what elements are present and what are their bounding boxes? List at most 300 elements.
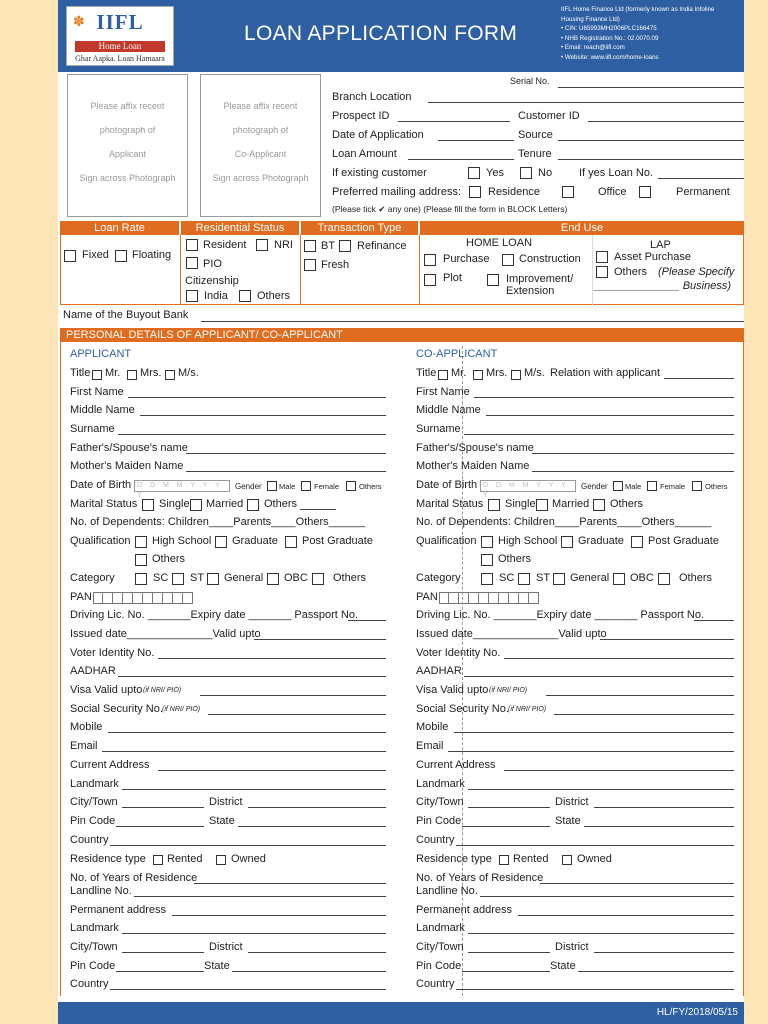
source-label: Source <box>518 129 553 141</box>
co-permanent-address-field[interactable] <box>518 915 734 916</box>
iifl-logo <box>66 6 174 66</box>
mailing-office-checkbox[interactable] <box>562 186 574 198</box>
plot-label: Plot <box>443 272 462 284</box>
middle-name-field[interactable] <box>140 415 386 416</box>
co-driving-label: Driving Lic. No. _______Expiry date _______ Passport No. <box>416 609 705 621</box>
co-middle-name-field[interactable] <box>486 415 734 416</box>
co-country2-label: Country <box>416 978 455 990</box>
co-valid-upto-field[interactable] <box>600 639 734 640</box>
current-address-label: Current Address <box>70 759 150 771</box>
co-current-address-label: Current Address <box>416 759 496 771</box>
pin-label: Pin Code <box>70 815 116 827</box>
ssn-label: Social Security No. <box>70 703 163 715</box>
co-graduate-label: Graduate <box>578 535 624 547</box>
nri-label: NRI <box>274 239 293 251</box>
lap-others-label: Others <box>614 266 648 278</box>
resident-checkbox[interactable] <box>186 239 198 251</box>
info-line: • CIN: U65993MH2006PLC166475 <box>561 25 657 32</box>
co-state-field[interactable] <box>584 826 734 827</box>
co-landline-field[interactable] <box>480 896 734 897</box>
footer-bar <box>58 1002 744 1024</box>
city-field[interactable] <box>122 807 204 808</box>
co-email-label: Email <box>416 740 444 752</box>
landmark-field[interactable] <box>122 789 386 790</box>
loan-amount-field[interactable] <box>408 159 514 160</box>
info-line: • Website: www.iifl.com/home-loans <box>561 53 659 61</box>
co-marital-others-label: Others <box>610 498 644 510</box>
co-pin-label: Pin Code <box>416 815 462 827</box>
fresh-checkbox[interactable] <box>304 259 316 271</box>
co-country-field[interactable] <box>456 845 734 846</box>
marital-others-checkbox[interactable] <box>247 499 259 511</box>
loan-rate-header: Loan Rate <box>60 221 179 235</box>
tenure-label: Tenure <box>518 148 552 160</box>
passport-field[interactable] <box>348 620 386 621</box>
co-male-checkbox[interactable] <box>613 481 623 491</box>
district-field[interactable] <box>248 807 386 808</box>
co-rented-label: Rented <box>513 853 549 865</box>
co-landmark2-label: Landmark <box>416 922 465 934</box>
voter-field[interactable] <box>158 658 386 659</box>
co-surname-label: Surname <box>416 423 461 435</box>
driving-label: Driving Lic. No. _______Expiry date _______ Passport No. <box>70 609 359 621</box>
co-pan-boxes[interactable] <box>439 592 539 604</box>
existing-yes-checkbox[interactable] <box>468 167 480 179</box>
co-female-label: Female <box>660 482 686 491</box>
tick-note: (Please tick ✔ any one) (Please fill the form in BLOCK Letters) <box>332 204 568 214</box>
co-pin2-label: Pin Code <box>416 960 462 972</box>
form-title: LOAN APPLICATION FORM <box>244 22 518 45</box>
co-dob-field[interactable]: D D M M Y Y Y Y <box>480 480 576 492</box>
co-landmark-label: Landmark <box>416 778 465 790</box>
end-use-header: End Use <box>420 221 744 235</box>
prospect-label: Prospect ID <box>332 110 390 122</box>
co-city-field[interactable] <box>468 807 550 808</box>
co-voter-field[interactable] <box>504 658 734 659</box>
country2-field[interactable] <box>110 989 386 990</box>
india-checkbox[interactable] <box>186 290 198 302</box>
existing-no-checkbox[interactable] <box>520 167 532 179</box>
india-label: India <box>204 290 228 302</box>
co-category-others-label: Others <box>679 572 713 584</box>
co-qualification-others-checkbox[interactable] <box>481 554 493 566</box>
serial-field[interactable] <box>558 87 744 88</box>
qualification-others-label: Others <box>152 553 186 565</box>
co-first-name-field[interactable] <box>474 397 734 398</box>
purchase-label: Purchase <box>443 253 490 265</box>
state2-label: State <box>204 960 230 972</box>
source-field[interactable] <box>558 140 744 141</box>
obc-label: OBC <box>284 572 308 584</box>
business-label: ______________ Business) <box>594 280 732 292</box>
dob-label: Date of Birth <box>70 479 132 491</box>
pio-checkbox[interactable] <box>186 257 198 269</box>
form-code: HL/FY/2018/05/15 <box>656 1007 738 1018</box>
table-border <box>743 235 744 305</box>
co-ssn-nri-note: (if NRI/ PIO) <box>508 706 547 713</box>
asset-purchase-checkbox[interactable] <box>596 251 608 263</box>
co-aadhar-field[interactable] <box>464 676 734 677</box>
co-pin-field[interactable] <box>462 826 550 827</box>
co-category-label: Category <box>416 572 461 584</box>
mobile-field[interactable] <box>108 732 386 733</box>
section-border <box>743 342 744 996</box>
branch-field[interactable] <box>428 102 744 103</box>
citizenship-others-checkbox[interactable] <box>239 290 251 302</box>
mailing-label: Preferred mailing address: <box>332 186 462 198</box>
co-permanent-address-label: Permanent address <box>416 904 512 916</box>
pan-boxes[interactable] <box>93 592 193 604</box>
co-district-label: District <box>555 796 589 808</box>
photo-text: Please affix recent <box>90 101 165 111</box>
co-country2-field[interactable] <box>456 989 734 990</box>
buyout-bank-field[interactable] <box>201 321 744 322</box>
aadhar-label: AADHAR <box>70 665 116 677</box>
date-application-label: Date of Application <box>332 129 424 141</box>
co-st-checkbox[interactable] <box>518 573 530 585</box>
co-gender-label: Gender <box>581 482 608 491</box>
co-obc-label: OBC <box>630 572 654 584</box>
co-country-label: Country <box>416 834 455 846</box>
co-years-label: No. of Years of Residence <box>416 872 544 884</box>
district2-label: District <box>209 941 243 953</box>
co-landmark-field[interactable] <box>468 789 734 790</box>
co-ssn-field[interactable] <box>554 714 734 715</box>
photo-text: Sign across Photograph <box>79 173 176 183</box>
customer-id-field[interactable] <box>588 121 744 122</box>
marital-label: Marital Status <box>70 498 138 510</box>
co-mr-checkbox[interactable] <box>438 370 448 380</box>
co-post-graduate-label: Post Graduate <box>648 535 719 547</box>
qualification-others-checkbox[interactable] <box>135 554 147 566</box>
mrs-checkbox[interactable] <box>127 370 137 380</box>
co-visa-field[interactable] <box>546 695 734 696</box>
visa-field[interactable] <box>200 695 386 696</box>
co-married-checkbox[interactable] <box>536 499 548 511</box>
surname-field[interactable] <box>118 434 386 435</box>
plot-checkbox[interactable] <box>424 274 436 286</box>
post-graduate-label: Post Graduate <box>302 535 373 547</box>
photo-text: Sign across Photograph <box>212 173 309 183</box>
co-passport-field[interactable] <box>694 620 734 621</box>
title-label: Title <box>70 367 91 379</box>
tenure-field[interactable] <box>558 159 744 160</box>
pan-label: PAN <box>70 591 92 603</box>
qualification-label: Qualification <box>70 535 131 547</box>
male-checkbox[interactable] <box>267 481 277 491</box>
country2-label: Country <box>70 978 109 990</box>
co-mrs-checkbox[interactable] <box>473 370 483 380</box>
pin2-field[interactable] <box>116 971 204 972</box>
table-border <box>180 235 181 305</box>
co-mrs-label: Mrs. <box>486 367 508 379</box>
current-address-field[interactable] <box>158 770 386 771</box>
city-label: City/Town <box>70 796 118 808</box>
photo-text: Applicant <box>108 149 147 159</box>
relation-label: Relation with applicant <box>550 367 661 379</box>
co-state-label: State <box>555 815 581 827</box>
co-middle-name-label: Middle Name <box>416 404 481 416</box>
owned-label: Owned <box>231 853 266 865</box>
email-field[interactable] <box>102 751 386 752</box>
co-high-school-checkbox[interactable] <box>481 536 493 548</box>
prospect-field[interactable] <box>398 121 510 122</box>
city2-field[interactable] <box>122 952 204 953</box>
serial-label: Serial No. <box>510 76 550 86</box>
co-pan-label: PAN <box>416 591 438 603</box>
rented-checkbox[interactable] <box>153 855 163 865</box>
co-state2-field[interactable] <box>578 971 734 972</box>
obc-checkbox[interactable] <box>267 573 279 585</box>
co-district-field[interactable] <box>594 807 734 808</box>
general-label: General <box>224 572 264 584</box>
co-applicant-photo-box[interactable] <box>200 74 321 217</box>
landline-label: Landline No. <box>70 885 132 897</box>
co-graduate-checkbox[interactable] <box>561 536 573 548</box>
co-current-address-field[interactable] <box>504 770 734 771</box>
co-high-school-label: High School <box>498 535 558 547</box>
owned-checkbox[interactable] <box>216 855 226 865</box>
no-label: No <box>538 167 553 179</box>
years-field[interactable] <box>194 883 386 884</box>
gender-others-checkbox[interactable] <box>346 481 356 491</box>
co-surname-field[interactable] <box>464 434 734 435</box>
photo-text: Please affix recent <box>223 101 298 111</box>
sc-label: SC <box>153 572 169 584</box>
relation-field[interactable] <box>664 378 734 379</box>
date-application-field[interactable] <box>438 140 514 141</box>
male-label: Male <box>279 482 296 491</box>
co-general-label: General <box>570 572 610 584</box>
fixed-checkbox[interactable] <box>64 250 76 262</box>
co-marital-others-checkbox[interactable] <box>593 499 605 511</box>
state2-field[interactable] <box>232 971 386 972</box>
residence-type-label: Residence type <box>70 853 146 865</box>
co-father-name-label: Father's/Spouse's name <box>416 442 534 454</box>
landmark-label: Landmark <box>70 778 119 790</box>
brand-sub: Home Loan <box>75 41 165 52</box>
ms-label: M/s. <box>178 367 199 379</box>
co-title-label: Title <box>416 367 437 379</box>
extension-label: Extension <box>506 285 555 297</box>
bt-checkbox[interactable] <box>304 240 316 252</box>
middle-name-label: Middle Name <box>70 404 135 416</box>
co-mr-label: Mr. <box>451 367 467 379</box>
female-label: Female <box>314 482 340 491</box>
landline-field[interactable] <box>134 896 386 897</box>
co-category-others-checkbox[interactable] <box>658 573 670 585</box>
flower-icon: ✽ <box>73 13 85 29</box>
high-school-checkbox[interactable] <box>135 536 147 548</box>
co-general-checkbox[interactable] <box>553 573 565 585</box>
co-female-checkbox[interactable] <box>647 481 657 491</box>
section-border <box>60 342 61 996</box>
citizenship-label: Citizenship <box>185 275 239 287</box>
co-sc-label: SC <box>499 572 515 584</box>
lap-others-checkbox[interactable] <box>596 266 608 278</box>
graduate-label: Graduate <box>232 535 278 547</box>
co-gender-others-checkbox[interactable] <box>692 481 702 491</box>
co-rented-checkbox[interactable] <box>499 855 509 865</box>
marital-others-field[interactable] <box>300 509 336 510</box>
state-field[interactable] <box>238 826 386 827</box>
co-ssn-label: Social Security No. <box>416 703 509 715</box>
mailing-permanent-checkbox[interactable] <box>639 186 651 198</box>
gender-others-label: Others <box>359 482 382 491</box>
ms-checkbox[interactable] <box>165 370 175 380</box>
refinance-checkbox[interactable] <box>339 240 351 252</box>
co-obc-checkbox[interactable] <box>613 573 625 585</box>
post-graduate-checkbox[interactable] <box>285 536 297 548</box>
customer-id-label: Customer ID <box>518 110 580 122</box>
office-label: Office <box>598 186 627 198</box>
country-field[interactable] <box>110 845 386 846</box>
applicant-photo-box[interactable] <box>67 74 188 217</box>
nri-checkbox[interactable] <box>256 239 268 251</box>
divider <box>592 235 593 305</box>
co-single-label: Single <box>505 498 536 510</box>
construction-checkbox[interactable] <box>502 254 514 266</box>
co-dob-label: Date of Birth <box>416 479 478 491</box>
co-male-label: Male <box>625 482 642 491</box>
co-dependents-label: No. of Dependents: Children____Parents____Others______ <box>416 516 712 528</box>
existing-customer-label: If existing customer <box>332 167 427 179</box>
marital-others-label: Others <box>264 498 298 510</box>
mr-checkbox[interactable] <box>92 370 102 380</box>
category-others-checkbox[interactable] <box>312 573 324 585</box>
co-post-graduate-checkbox[interactable] <box>631 536 643 548</box>
residential-status-header: Residential Status <box>181 221 299 235</box>
table-border <box>60 235 61 305</box>
single-label: Single <box>159 498 190 510</box>
brand-name: IIFL <box>96 10 144 34</box>
loan-amount-label: Loan Amount <box>332 148 397 160</box>
st-label: ST <box>190 572 205 584</box>
landmark2-field[interactable] <box>122 933 386 934</box>
gender-label: Gender <box>235 482 262 491</box>
co-visa-nri-note: (if NRI/ PIO) <box>489 687 528 694</box>
graduate-checkbox[interactable] <box>215 536 227 548</box>
dependents-label: No. of Dependents: Children____Parents____Others______ <box>70 516 366 528</box>
married-checkbox[interactable] <box>190 499 202 511</box>
years-label: No. of Years of Residence <box>70 872 198 884</box>
co-applicant-heading: CO-APPLICANT <box>416 348 498 360</box>
dob-field[interactable]: D D M M Y Y Y Y <box>134 480 230 492</box>
issued-label: Issued date______________Valid upto <box>70 628 261 640</box>
info-line: • Email: reach@iifl.com <box>561 44 625 51</box>
country-label: Country <box>70 834 109 846</box>
co-ms-checkbox[interactable] <box>511 370 521 380</box>
co-mother-name-label: Mother's Maiden Name <box>416 460 530 472</box>
mother-name-label: Mother's Maiden Name <box>70 460 184 472</box>
email-label: Email <box>70 740 98 752</box>
loan-no-field[interactable] <box>658 178 744 179</box>
valid-upto-field[interactable] <box>254 639 386 640</box>
home-loan-label: HOME LOAN <box>466 237 533 249</box>
aadhar-field[interactable] <box>118 676 386 677</box>
applicant-heading: APPLICANT <box>70 348 132 360</box>
co-state2-label: State <box>550 960 576 972</box>
co-mobile-field[interactable] <box>454 732 734 733</box>
co-father-name-field[interactable] <box>532 453 734 454</box>
permanent-label: Permanent <box>676 186 730 198</box>
co-landmark2-field[interactable] <box>468 933 734 934</box>
co-married-label: Married <box>552 498 590 510</box>
pin-field[interactable] <box>116 826 204 827</box>
co-single-checkbox[interactable] <box>488 499 500 511</box>
improvement-checkbox[interactable] <box>487 274 499 286</box>
photo-text: Co-Applicant <box>234 149 287 159</box>
form-page <box>58 0 744 1024</box>
asset-purchase-label: Asset Purchase <box>614 251 692 263</box>
first-name-field[interactable] <box>128 397 386 398</box>
residence-label: Residence <box>488 186 540 198</box>
if-yes-loan-label: If yes Loan No. <box>579 167 653 179</box>
co-gender-others-label: Others <box>705 482 728 491</box>
mrs-label: Mrs. <box>140 367 162 379</box>
co-voter-label: Voter Identity No. <box>416 647 501 659</box>
co-email-field[interactable] <box>448 751 734 752</box>
buyout-bank-label: Name of the Buyout Bank <box>63 309 189 321</box>
resident-label: Resident <box>203 239 247 251</box>
sc-checkbox[interactable] <box>135 573 147 585</box>
mobile-label: Mobile <box>70 721 103 733</box>
ssn-nri-note: (if NRI/ PIO) <box>162 706 201 713</box>
fresh-label: Fresh <box>321 259 350 271</box>
mother-name-field[interactable] <box>186 471 386 472</box>
floating-checkbox[interactable] <box>115 250 127 262</box>
lap-label: LAP <box>650 239 671 251</box>
co-sc-checkbox[interactable] <box>481 573 493 585</box>
co-city-label: City/Town <box>416 796 464 808</box>
co-ms-label: M/s. <box>524 367 545 379</box>
district2-field[interactable] <box>248 952 386 953</box>
first-name-label: First Name <box>70 386 124 398</box>
table-border <box>419 235 420 305</box>
branch-label: Branch Location <box>332 91 412 103</box>
rented-label: Rented <box>167 853 203 865</box>
city2-label: City/Town <box>70 941 118 953</box>
permanent-address-field[interactable] <box>172 915 386 916</box>
co-owned-checkbox[interactable] <box>562 855 572 865</box>
state-label: State <box>209 815 235 827</box>
general-checkbox[interactable] <box>207 573 219 585</box>
co-district2-field[interactable] <box>594 952 734 953</box>
yes-label: Yes <box>486 167 504 179</box>
co-mother-name-field[interactable] <box>532 471 734 472</box>
co-city2-field[interactable] <box>468 952 550 953</box>
co-marital-label: Marital Status <box>416 498 484 510</box>
photo-text: photograph of <box>232 125 289 135</box>
voter-label: Voter Identity No. <box>70 647 155 659</box>
district-label: District <box>209 796 243 808</box>
female-checkbox[interactable] <box>301 481 311 491</box>
mailing-residence-checkbox[interactable] <box>469 186 481 198</box>
co-years-field[interactable] <box>540 883 734 884</box>
co-aadhar-label: AADHAR <box>416 665 462 677</box>
co-qualification-label: Qualification <box>416 535 477 547</box>
ssn-field[interactable] <box>208 714 386 715</box>
co-residence-type-label: Residence type <box>416 853 492 865</box>
st-checkbox[interactable] <box>172 573 184 585</box>
fixed-label: Fixed <box>82 249 109 261</box>
co-pin2-field[interactable] <box>462 971 550 972</box>
purchase-checkbox[interactable] <box>424 254 436 266</box>
info-line: Housing Finance Ltd) <box>561 15 620 23</box>
please-specify-label: (Please Specify <box>658 266 735 278</box>
father-name-field[interactable] <box>186 453 386 454</box>
single-checkbox[interactable] <box>142 499 154 511</box>
